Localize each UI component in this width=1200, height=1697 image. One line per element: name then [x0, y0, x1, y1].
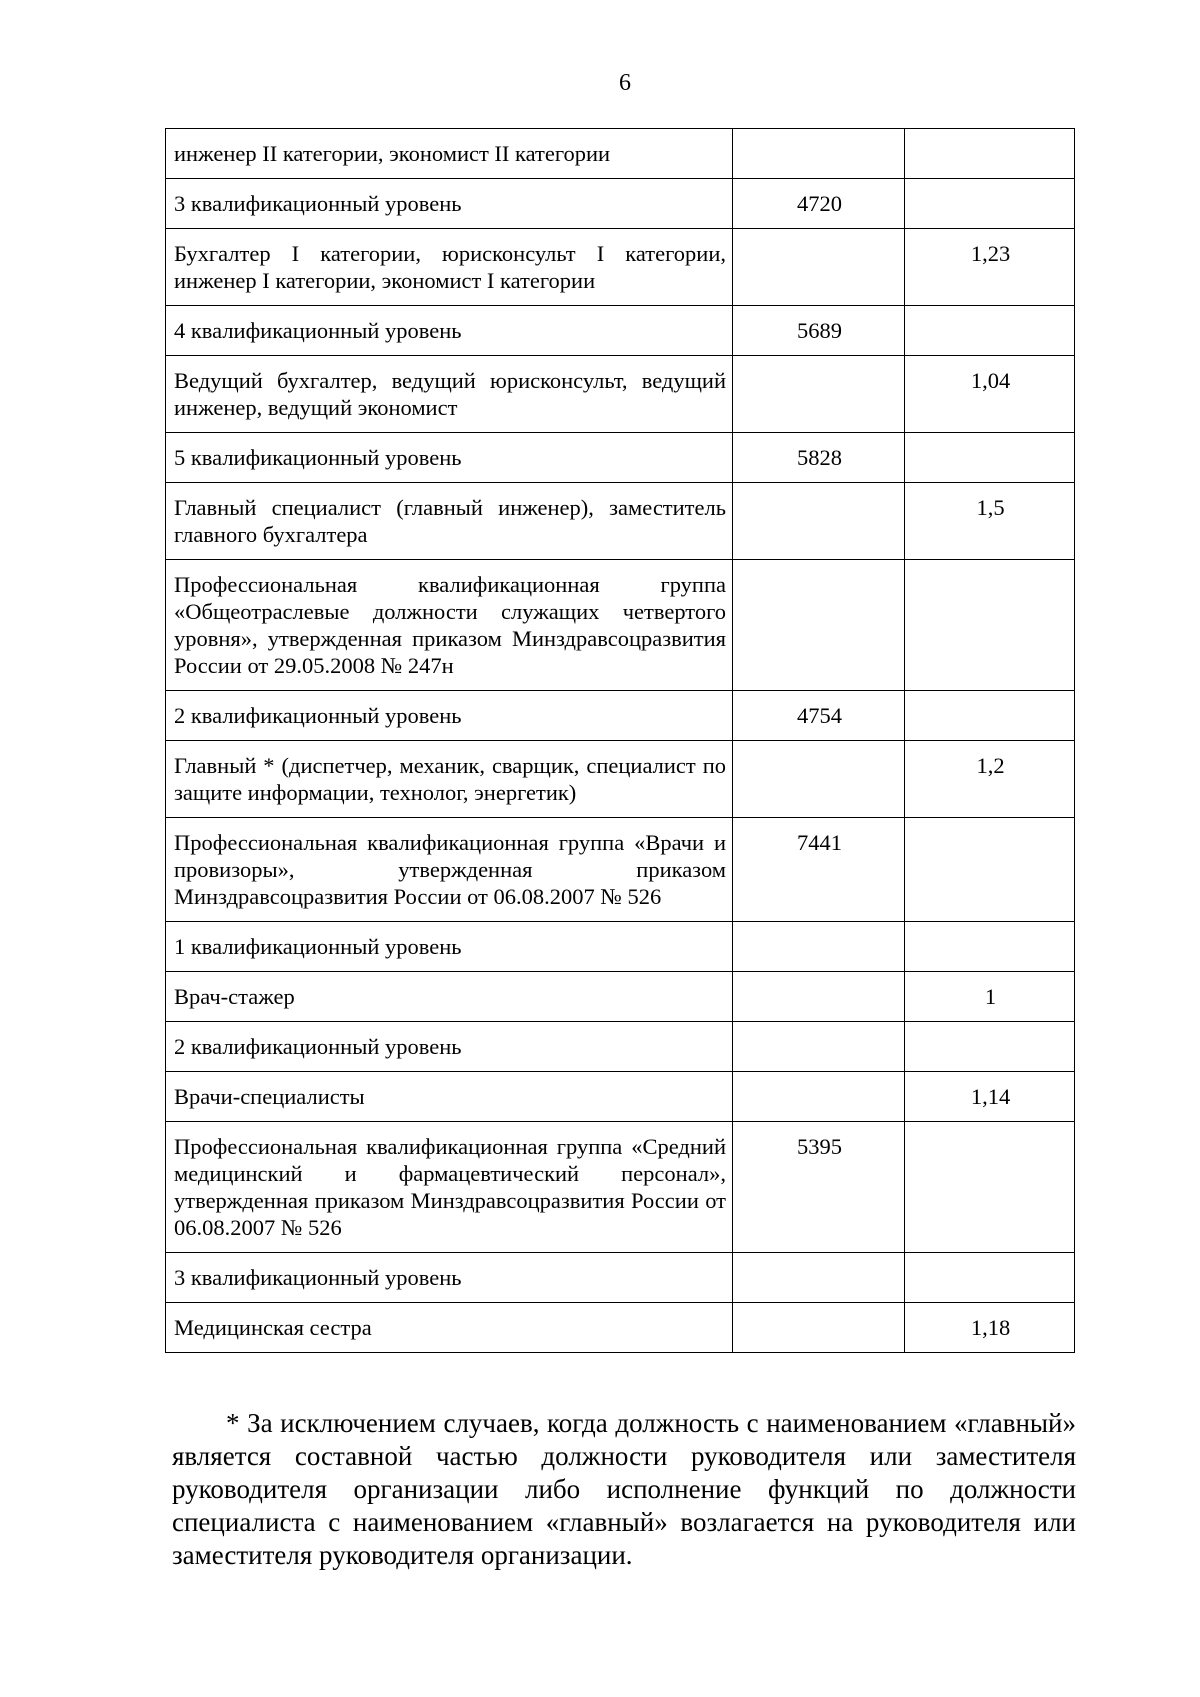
position-name-cell: Медицинская сестра [166, 1303, 733, 1353]
coefficient-cell [905, 1022, 1075, 1072]
position-name-cell: Врач-стажер [166, 972, 733, 1022]
footnote: * За исключением случаев, когда должность с наименованием «главный» является составной частью должности руководителя или заместителя руководителя организации либо исполнение функций по должности специалиста с наименованием «главный» возлагается на руководителя или заместителя руководителя организации. [172, 1408, 1076, 1570]
position-name-cell: 4 квалификационный уровень [166, 306, 733, 356]
salary-cell: 4754 [733, 691, 905, 741]
coefficient-cell: 1,18 [905, 1303, 1075, 1353]
table-row [166, 560, 1075, 691]
salary-cell: 7441 [733, 818, 905, 922]
salary-cell [733, 129, 905, 179]
table-row [166, 691, 1075, 741]
salary-cell [733, 560, 905, 691]
coefficient-cell [905, 922, 1075, 972]
salary-cell: 5689 [733, 306, 905, 356]
salary-cell: 5395 [733, 1122, 905, 1253]
position-name-cell: Профессиональная квалификационная группа «Общеотраслевые должности служащих четвертого уровня», утвержденная приказом Минздравсоцразвития России от 29.05.2008 № 247н [166, 560, 733, 691]
table-row [166, 818, 1075, 922]
coefficient-cell: 1,5 [905, 483, 1075, 560]
coefficient-cell: 1,14 [905, 1072, 1075, 1122]
salary-cell: 4720 [733, 179, 905, 229]
salary-cell [733, 483, 905, 560]
coefficient-cell [905, 129, 1075, 179]
coefficient-cell [905, 691, 1075, 741]
position-name-cell: Врачи-специалисты [166, 1072, 733, 1122]
table-row [166, 1122, 1075, 1253]
salary-cell: 5828 [733, 433, 905, 483]
salary-cell [733, 1253, 905, 1303]
position-name-cell: Главный специалист (главный инженер), заместитель главного бухгалтера [166, 483, 733, 560]
page-number: 6 [619, 70, 631, 96]
coefficient-cell [905, 433, 1075, 483]
table-row [166, 1253, 1075, 1303]
table-row [166, 129, 1075, 179]
table-row [166, 433, 1075, 483]
position-name-cell: инженер II категории, экономист II категории [166, 129, 733, 179]
position-name-cell: 2 квалификационный уровень [166, 1022, 733, 1072]
coefficient-cell [905, 1122, 1075, 1253]
position-name-cell: Профессиональная квалификационная группа «Врачи и провизоры», утвержденная приказом Минздравсоцразвития России от 06.08.2007 № 526 [166, 818, 733, 922]
coefficient-cell [905, 818, 1075, 922]
position-name-cell: Профессиональная квалификационная группа «Средний медицинский и фармацевтический персонал», утвержденная приказом Минздравсоцразвития России от 06.08.2007 № 526 [166, 1122, 733, 1253]
table-row [166, 1072, 1075, 1122]
coefficient-cell [905, 560, 1075, 691]
position-name-cell: 3 квалификационный уровень [166, 1253, 733, 1303]
table-row [166, 306, 1075, 356]
position-name-cell: 3 квалификационный уровень [166, 179, 733, 229]
salary-cell [733, 356, 905, 433]
salary-cell [733, 972, 905, 1022]
coefficient-cell: 1,23 [905, 229, 1075, 306]
table-row [166, 741, 1075, 818]
table-row [166, 1303, 1075, 1353]
position-name-cell: Бухгалтер I категории, юрисконсульт I категории, инженер I категории, экономист I категории [166, 229, 733, 306]
coefficient-cell [905, 1253, 1075, 1303]
coefficient-cell [905, 306, 1075, 356]
salary-cell [733, 741, 905, 818]
coefficient-cell [905, 179, 1075, 229]
coefficient-cell: 1,2 [905, 741, 1075, 818]
position-name-cell: 5 квалификационный уровень [166, 433, 733, 483]
table-row [166, 483, 1075, 560]
salary-cell [733, 1303, 905, 1353]
salary-cell [733, 229, 905, 306]
coefficient-cell: 1 [905, 972, 1075, 1022]
salary-cell [733, 1022, 905, 1072]
table-row [166, 972, 1075, 1022]
salary-cell [733, 1072, 905, 1122]
position-name-cell: Ведущий бухгалтер, ведущий юрисконсульт, ведущий инженер, ведущий экономист [166, 356, 733, 433]
salary-cell [733, 922, 905, 972]
table-row [166, 229, 1075, 306]
coefficient-cell: 1,04 [905, 356, 1075, 433]
salary-table [165, 128, 1075, 1353]
position-name-cell: 1 квалификационный уровень [166, 922, 733, 972]
table-row [166, 356, 1075, 433]
table-row [166, 179, 1075, 229]
position-name-cell: 2 квалификационный уровень [166, 691, 733, 741]
table-row [166, 922, 1075, 972]
position-name-cell: Главный * (диспетчер, механик, сварщик, специалист по защите информации, технолог, энергетик) [166, 741, 733, 818]
table-row [166, 1022, 1075, 1072]
